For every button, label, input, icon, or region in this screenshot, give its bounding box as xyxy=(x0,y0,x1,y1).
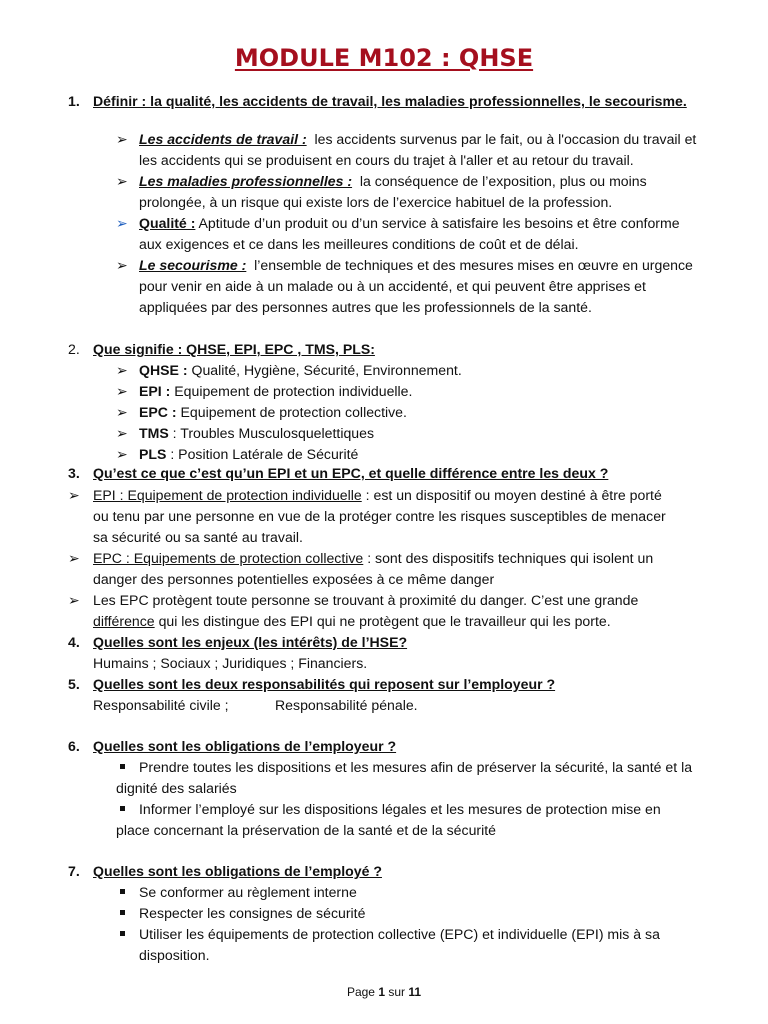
q3-item-epc: EPC : Equipements de protection collective : sont des dispositifs techniques qui isolent un xyxy=(93,550,654,566)
q4-answer: Humains ; Sociaux ; Juridiques ; Financiers. xyxy=(93,655,368,671)
q4-number: 4. xyxy=(68,634,80,650)
arrow-bullet-icon: ➢ xyxy=(116,362,128,378)
q1-item-maladies: Les maladies professionnelles : la conséquence de l’exposition, plus ou moins xyxy=(139,173,647,189)
q3-item-difference-cont: différence qui les distingue des EPI qui ne protègent que le travailleur qui les porte. xyxy=(93,613,611,629)
arrow-bullet-icon: ➢ xyxy=(116,215,128,231)
q7-item-2: Respecter les consignes de sécurité xyxy=(139,905,366,921)
q5-answer-civile: Responsabilité civile ; xyxy=(93,697,229,713)
q3-number: 3. xyxy=(68,465,80,481)
square-bullet-icon xyxy=(120,910,125,915)
q2-item-qhse: QHSE : Qualité, Hygiène, Sécurité, Environnement. xyxy=(139,362,462,378)
q4-question: Quelles sont les enjeux (les intérêts) de l’HSE? xyxy=(93,634,408,650)
q1-question: Définir : la qualité, les accidents de travail, les maladies professionnelles, le secourisme. xyxy=(93,93,687,109)
arrow-bullet-icon: ➢ xyxy=(68,550,80,566)
square-bullet-icon xyxy=(120,889,125,894)
q3-item-epi-cont1: ou tenu par une personne en vue de la protéger contre les risques susceptibles de menacer xyxy=(93,508,666,524)
q1-item-secourisme: Le secourisme : l’ensemble de techniques et des mesures mises en œuvre en urgence xyxy=(139,257,693,273)
page-title: MODULE M102 : QHSE xyxy=(234,44,534,72)
q5-number: 5. xyxy=(68,676,80,692)
q7-question: Quelles sont les obligations de l’employé ? xyxy=(93,863,382,879)
square-bullet-icon xyxy=(120,806,125,811)
q5-question: Quelles sont les deux responsabilités qui reposent sur l’employeur ? xyxy=(93,676,556,692)
square-bullet-icon xyxy=(120,931,125,936)
q2-item-epi: EPI : Equipement de protection individuelle. xyxy=(139,383,413,399)
q6-item-2-line1: Informer l’employé sur les dispositions légales et les mesures de protection mise en xyxy=(139,801,661,817)
q1-number: 1. xyxy=(68,93,80,109)
q6-number: 6. xyxy=(68,738,80,754)
q7-item-3-cont: disposition. xyxy=(139,947,210,963)
q3-item-epc-cont: danger des personnes potentielles exposées à ce même danger xyxy=(93,571,495,587)
q7-number: 7. xyxy=(68,863,80,879)
total-pages: 11 xyxy=(408,985,422,999)
arrow-bullet-icon: ➢ xyxy=(116,257,128,273)
arrow-bullet-icon: ➢ xyxy=(116,446,128,462)
q2-number: 2. xyxy=(68,341,80,357)
q3-item-epi: EPI : Equipement de protection individuelle : est un dispositif ou moyen destiné à être porté xyxy=(93,487,662,503)
q2-item-tms: TMS : Troubles Musculosquelettiques xyxy=(139,425,375,441)
q6-item-1-line2: dignité des salariés xyxy=(116,780,237,796)
arrow-bullet-icon: ➢ xyxy=(116,173,128,189)
current-page: 1 xyxy=(378,985,385,999)
q2-item-pls: PLS : Position Latérale de Sécurité xyxy=(139,446,359,462)
q1-item-secourisme-cont1: pour venir en aide à un malade ou à un accidenté, et qui peuvent être apprises et xyxy=(139,278,646,294)
q7-item-1: Se conformer au règlement interne xyxy=(139,884,357,900)
q5-answer-penale: Responsabilité pénale. xyxy=(275,697,418,713)
arrow-bullet-icon: ➢ xyxy=(68,487,80,503)
q2-question: Que signifie : QHSE, EPI, EPC , TMS, PLS: xyxy=(93,341,375,357)
q7-item-3: Utiliser les équipements de protection collective (EPC) et individuelle (EPI) mis à sa xyxy=(139,926,660,942)
q1-item-qualite-cont: aux exigences et ce dans les meilleures conditions de coût et de délai. xyxy=(139,236,579,252)
q1-item-secourisme-cont2: appliquées par des personnes autres que les professionnels de la santé. xyxy=(139,299,592,315)
arrow-bullet-icon: ➢ xyxy=(116,404,128,420)
q3-item-difference: Les EPC protègent toute personne se trouvant à proximité du danger. C’est une grande xyxy=(93,592,639,608)
arrow-bullet-icon: ➢ xyxy=(116,383,128,399)
arrow-bullet-icon: ➢ xyxy=(68,592,80,608)
q3-question: Qu’est ce que c’est qu’un EPI et un EPC, et quelle différence entre les deux ? xyxy=(93,465,609,481)
square-bullet-icon xyxy=(120,764,125,769)
q3-item-epi-cont2: sa sécurité ou sa santé au travail. xyxy=(93,529,303,545)
q2-item-epc: EPC : Equipement de protection collective. xyxy=(139,404,407,420)
q1-item-accidents-cont: les accidents qui se produisent en cours du trajet à l'aller et au retour du travail. xyxy=(139,152,634,168)
arrow-bullet-icon: ➢ xyxy=(116,425,128,441)
q6-item-2-line2: place concernant la préservation de la santé et de la sécurité xyxy=(116,822,496,838)
arrow-bullet-icon: ➢ xyxy=(116,131,128,147)
q1-item-accidents: Les accidents de travail : les accidents survenus par le fait, ou à l'occasion du travail et xyxy=(139,131,697,147)
q1-item-maladies-cont: prolongée, à un risque qui existe lors de l’exercice habituel de la profession. xyxy=(139,194,613,210)
q6-question: Quelles sont les obligations de l’employeur ? xyxy=(93,738,397,754)
q6-item-1-line1: Prendre toutes les dispositions et les mesures afin de préserver la sécurité, la santé et la xyxy=(139,759,693,775)
page-footer: Page 1 sur 11 xyxy=(346,985,422,999)
q1-item-qualite: Qualité : Aptitude d’un produit ou d’un service à satisfaire les besoins et être conforme xyxy=(139,215,680,231)
